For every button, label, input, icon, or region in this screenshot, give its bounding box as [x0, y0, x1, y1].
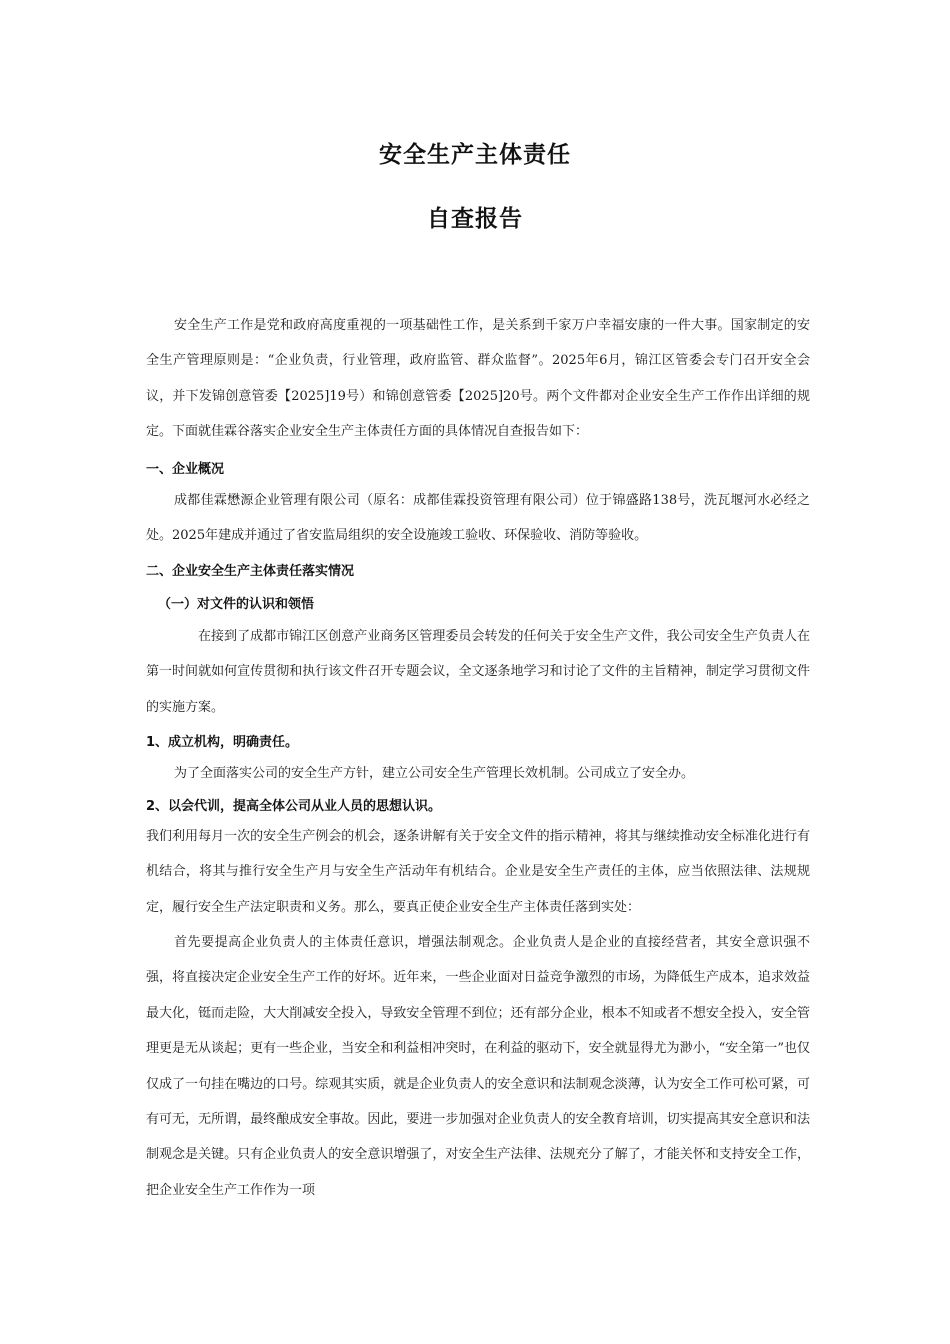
training-paragraph: 我们利用每月一次的安全生产例会的机会，逐条讲解有关于安全文件的指示精神，将其与继续推动安全标准化进行有机结合，将其与推行安全生产月与安全生产活动年有机结合。企业是安全生产责任的主体，应当依照法律、法规规定，履行安全生产法定职责和义务。那么，要真正使企业安全生产主体责任落到实处： [146, 829, 810, 915]
section-heading-overview: 一、企业概况 [146, 462, 225, 477]
item-heading-training: 2、以会代训，提高全体公司从业人员的思想认识。 [146, 799, 442, 814]
item-heading-organization: 1、成立机构，明确责任。 [146, 735, 299, 750]
document-title: 安全生产主体责任 [379, 142, 571, 168]
subsection-heading-understanding: （一）对文件的认识和领悟 [158, 597, 315, 612]
understanding-paragraph: 在接到了成都市锦江区创意产业商务区管理委员会转发的任何关于安全生产文件，我公司安全生产负责人在第一时间就如何宣传贯彻和执行该文件召开专题会议，全文逐条地学习和讨论了文件的主旨精神，制定学习贯彻文件的实施方案。 [146, 629, 810, 715]
responsibility-awareness-paragraph: 首先要提高企业负责人的主体责任意识，增强法制观念。企业负责人是企业的直接经营者，其安全意识强不强，将直接决定企业安全生产工作的好坏。近年来，一些企业面对日益竞争激烈的市场，为降低生产成本，追求效益最大化，铤而走险，大大削减安全投入，导致安全管理不到位；还有部分企业，根本不知或者不想安全投入，安全管理更是无从谈起；更有一些企业，当安全和利益相冲突时，在利益的驱动下，安全就显得尤为渺小，“安全第一”也仅仅成了一句挂在嘴边的口号。综观其实质，就是企业负责人的安全意识和法制观念淡薄，认为安全工作可松可紧，可有可无，无所谓，最终酿成安全事故。因此，要进一步加强对企业负责人的安全教育培训，切实提高其安全意识和法制观念是关键。只有企业负责人的安全意识增强了，对安全生产法律、法规充分了解了，才能关怀和支持安全工作，把企业安全生产工作作为一项 [146, 935, 810, 1198]
organization-paragraph: 为了全面落实公司的安全生产方针，建立公司安全生产管理长效机制。公司成立了安全办。 [174, 766, 695, 781]
document-subtitle: 自查报告 [427, 206, 523, 232]
overview-paragraph: 成都佳霖懋源企业管理有限公司（原名：成都佳霖投资管理有限公司）位于锦盛路138号，洗瓦堰河水必经之处。2025年建成并通过了省安监局组织的安全设施竣工验收、环保验收、消防等验收。 [146, 493, 810, 544]
intro-paragraph: 安全生产工作是党和政府高度重视的一项基础性工作，是关系到千家万户幸福安康的一件大事。国家制定的安全生产管理原则是：“企业负责，行业管理，政府监管、群众监督”。2025年6月，锦江区管委会专门召开安全会议，并下发锦创意管委【2025]19号）和锦创意管委【2025]20号。两个文件都对企业安全生产工作作出详细的规定。下面就佳霖谷落实企业安全生产主体责任方面的具体情况自查报告如下： [146, 318, 810, 440]
section-heading-responsibility: 二、企业安全生产主体责任落实情况 [146, 564, 355, 579]
